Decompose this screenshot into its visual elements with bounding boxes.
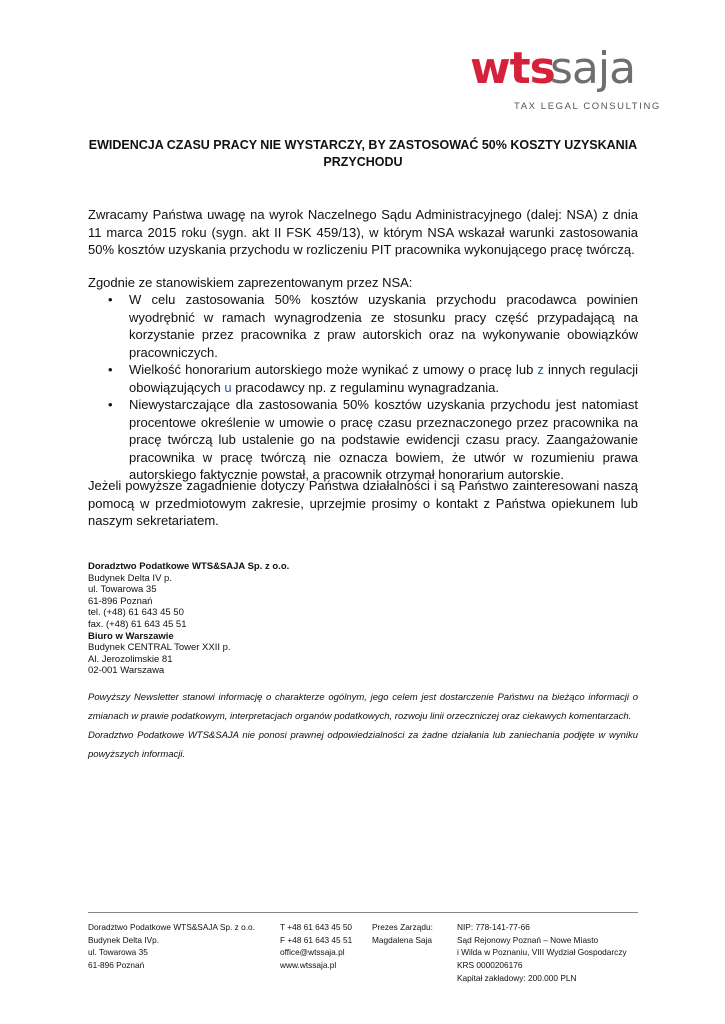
company-name: Doradztwo Podatkowe WTS&SAJA Sp. z o.o.	[88, 561, 290, 572]
logo-wts: wts	[470, 43, 555, 94]
address-street: ul. Towarowa 35	[88, 584, 157, 596]
document-title: EWIDENCJA CZASU PRACY NIE WYSTARCZY, BY ZASTOSOWAĆ 50% KOSZTY UZYSKANIA PRZYCHODU	[88, 138, 638, 169]
list-item-text: pracodawcy np. z regulaminu wynagradzania.	[231, 379, 499, 395]
list-item-highlight: z	[537, 362, 544, 377]
footer-line: Doradztwo Podatkowe WTS&SAJA Sp. z o.o.	[88, 922, 255, 932]
warsaw-office-heading: Biuro w Warszawie	[88, 630, 174, 642]
footer-email-link[interactable]: office@wtssaja.pl	[280, 947, 345, 958]
footer-company	[88, 921, 255, 972]
footer-website-link[interactable]: www.wtssaja.pl	[280, 960, 337, 971]
list-item-text: Wielkość honorarium autorskiego może wynikać z umowy o pracę lub	[129, 362, 538, 377]
footer-line: 61-896 Poznań	[88, 960, 145, 971]
list-item-text: innych regulacji obowiązujących	[129, 362, 639, 395]
address-city: 61-896 Poznań	[88, 595, 153, 607]
list-item: • W celu zastosowania 50% kosztów uzyskania przychodu pracodawca powinien wyodrębnić w ramach wynagrodzenia ze stosunku pracy część przypadającą na korzystanie przez pracownika z praw autorskich oraz na wykonywanie obowiązków pracowniczych.	[88, 291, 638, 361]
footer-fax: F +48 61 643 45 51	[280, 934, 353, 945]
disclaimer-general: Powyższy Newsletter stanowi informację o charakterze ogólnym, jego celem jest dostarczenie Państwu na bieżąco informacji o zmianach w prawie podatkowym, interpretacjach organów podatkowych, rozwoju linii orzeczniczej oraz ciekawych komentarzach.	[88, 692, 638, 722]
footer-divider	[88, 912, 638, 913]
footer-line: ul. Towarowa 35	[88, 947, 148, 958]
footer-line: KRS 0000206176	[457, 960, 523, 971]
footer-management	[372, 921, 433, 946]
footer-contact	[280, 921, 352, 972]
disclaimer	[88, 688, 638, 764]
warsaw-office-city: 02-001 Warszawa	[88, 665, 165, 677]
footer-line: Prezes Zarządu:	[372, 922, 433, 932]
logo-tagline: TAX LEGAL CONSULTING	[514, 101, 661, 112]
footer-line: Budynek Delta IVp.	[88, 934, 160, 945]
nsa-position-list	[88, 291, 638, 484]
footer-line: Kapitał zakładowy: 200.000 PLN	[457, 972, 577, 983]
footer-line: NIP: 778-141-77-66	[457, 922, 530, 932]
warsaw-office-building: Budynek CENTRAL Tower XXII p.	[88, 642, 231, 654]
list-item-highlight: u	[224, 379, 232, 395]
phone: tel. (+48) 61 643 45 50	[88, 607, 184, 619]
logo-saja: saja	[550, 43, 636, 94]
intro-paragraph: Zwracamy Państwa uwagę na wyrok Naczelnego Sądu Administracyjnego (dalej: NSA) z dnia 11 marca 2015 roku (sygn. akt II FSK 459/13), w którym NSA wskazał warunki zastosowania 50% kosztów uzyskania przychodu w rozliczeniu PIT pracownika wykonującego pracę twórczą.	[88, 207, 638, 257]
list-item: • Niewystarczające dla zastosowania 50% kosztów uzyskania przychodu jest natomiast procentowe określenie w umowie o pracę czasu przeznaczonego przez pracownika na pracę twórczą lub ustalenie go na podstawie ewidencji czasu pracy. Zaangażowanie pracownika w pracę twórczą nie oznacza bowiem, że utwór w rozumieniu prawa autorskiego faktycznie powstał, a pracownik otrzymał honorarium autorskie.	[88, 396, 638, 484]
warsaw-office-street: Al. Jerozolimskie 81	[88, 653, 173, 665]
contact-paragraph: Jeżeli powyższe zagadnienie dotyczy Państwa działalności i są Państwo zainteresowani naszą pomocą w przedmiotowym zakresie, uprzejmie prosimy o kontakt z Państwa opiekunem lub naszym sekretariatem.	[88, 478, 638, 528]
list-item	[88, 361, 638, 396]
footer-line: Magdalena Saja	[372, 934, 432, 945]
fax: fax. (+48) 61 643 45 51	[88, 618, 187, 630]
footer-line: i Wilda w Poznaniu, VIII Wydział Gospodarczy	[457, 947, 627, 958]
footer-registration	[457, 921, 627, 985]
address-building: Budynek Delta IV p.	[88, 572, 172, 584]
disclaimer-liability: Doradztwo Podatkowe WTS&SAJA nie ponosi prawnej odpowiedzialności za żadne działania lub zaniechania podjęte w wyniku powyższych informacji.	[88, 730, 638, 760]
footer-line: Sąd Rejonowy Poznań – Nowe Miasto	[457, 934, 599, 945]
company-logo	[470, 43, 661, 118]
address-block	[88, 561, 388, 677]
footer-phone: T +48 61 643 45 50	[280, 922, 353, 932]
nsa-position-intro: Zgodnie ze stanowiskiem zaprezentowanym przez NSA:	[88, 275, 413, 290]
